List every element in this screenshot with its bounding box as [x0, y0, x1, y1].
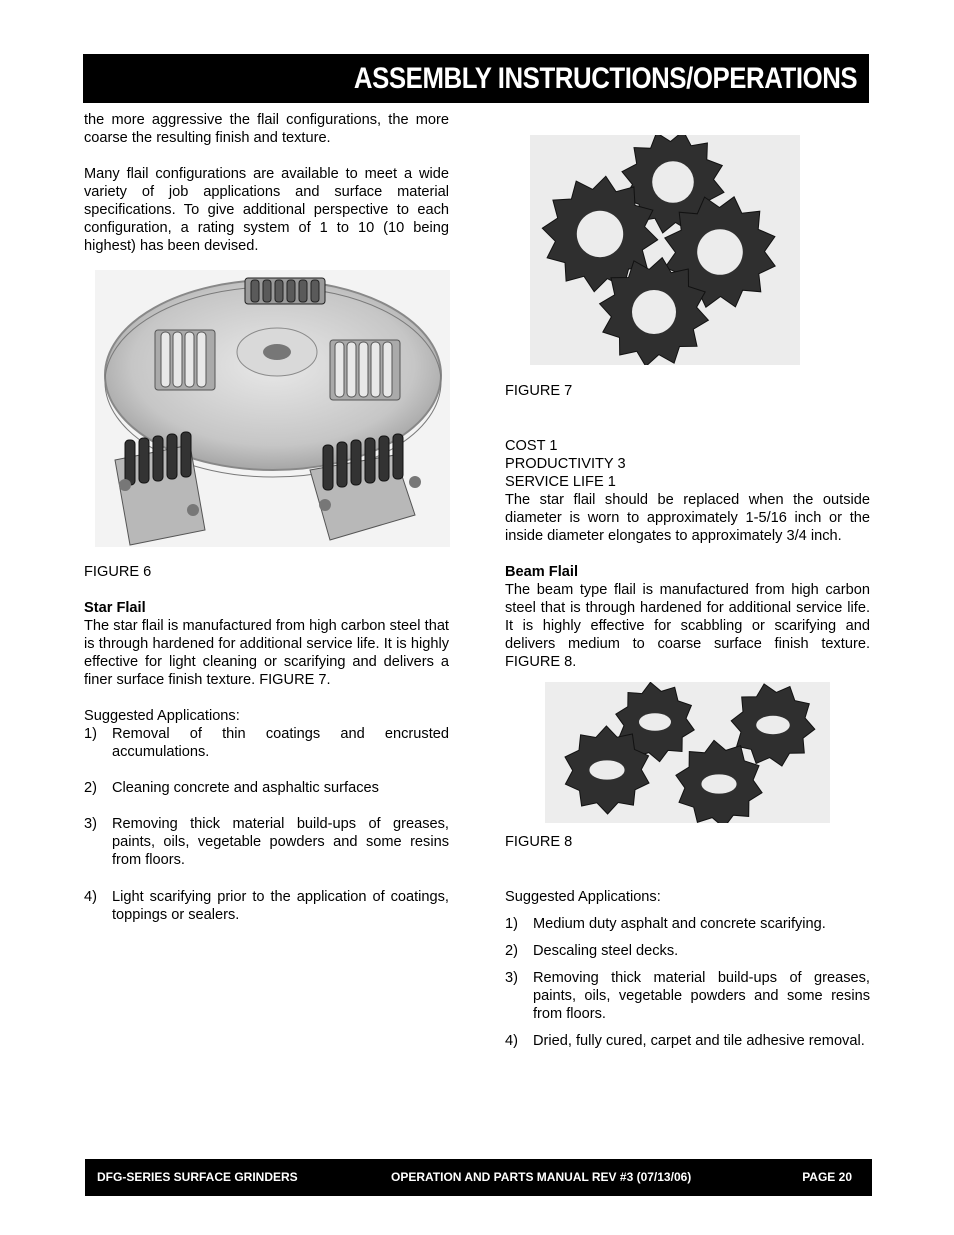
suggested-applications-label: Suggested Applications: [84, 708, 240, 724]
left-intro [84, 111, 449, 255]
figure-7-image [530, 135, 800, 365]
intro-paragraph-1: the more aggressive the flail configurations, the more coarse the resulting finish and texture. [84, 112, 449, 146]
star-flails-illustration [530, 135, 800, 365]
beam-flail-heading: Beam Flail [505, 564, 578, 580]
list-item: 2) Cleaning concrete and asphaltic surfaces [84, 780, 379, 796]
footer-page-number: PAGE 20 [802, 1170, 852, 1184]
replacement-text: The star flail should be replaced when the outside diameter is worn to approximately 1-5/16 inch or the inside diameter elongates to approximately 3/4 inch. [505, 492, 870, 544]
drum-assembly-illustration [95, 270, 450, 547]
flail-gear-shape [731, 684, 815, 766]
service-life-rating: SERVICE LIFE 1 [505, 474, 616, 490]
list-item: 1) Medium duty asphalt and concrete scarifying. [505, 916, 826, 932]
page-footer-bar [85, 1159, 872, 1196]
figure-6-image [95, 270, 450, 547]
page-title: ASSEMBLY INSTRUCTIONS/OPERATIONS [353, 62, 857, 95]
list-item: 3) Removing thick material build-ups of greases, paints, oils, vegetable powders and some resins from floors. [84, 816, 449, 868]
footer-product-name: DFG-SERIES SURFACE GRINDERS [97, 1170, 298, 1184]
suggested-applications-label: Suggested Applications: [505, 889, 661, 905]
figure-8-image [545, 682, 830, 823]
list-item: 3) Removing thick material build-ups of greases, paints, oils, vegetable powders and some resins from floors. [505, 970, 870, 1022]
flail-gear-shape [676, 740, 762, 823]
productivity-rating: PRODUCTIVITY 3 [505, 456, 626, 472]
footer-manual-title: OPERATION AND PARTS MANUAL REV #3 (07/13/06) [391, 1170, 692, 1184]
beam-applications-list [505, 915, 870, 1050]
figure-8-caption: FIGURE 8 [505, 834, 573, 850]
right-star-rating-section [505, 382, 870, 671]
left-star-flail-section [84, 563, 449, 924]
right-beam-applications-section [505, 833, 870, 1050]
star-applications-list [84, 725, 449, 924]
star-flail-text: The star flail is manufactured from high carbon steel that is through hardened for additional service life. It is highly effective for light cleaning or scarifying and delivers a finer surface finish texture. FIGURE 7. [84, 618, 449, 688]
beam-flails-illustration [545, 682, 830, 823]
cost-rating: COST 1 [505, 438, 558, 454]
page-header-bar [83, 54, 869, 103]
list-item: 4) Light scarifying prior to the application of coatings, toppings or sealers. [84, 889, 449, 923]
list-item: 4) Dried, fully cured, carpet and tile adhesive removal. [505, 1033, 865, 1049]
star-flail-heading: Star Flail [84, 600, 146, 616]
beam-flail-text: The beam type flail is manufactured from high carbon steel that is through hardened for additional service life. It is highly effective for scabbling or scarifying and delivers medium to coarse surface finish texture. FIGURE 8. [505, 582, 870, 670]
list-item: 1) Removal of thin coatings and encrusted accumulations. [84, 726, 449, 760]
list-item: 2) Descaling steel decks. [505, 943, 679, 959]
intro-paragraph-2: Many flail configurations are available to meet a wide variety of job applications and surface material specifications. To give additional perspective to each configuration, a rating system of 1 to 10 (10 being highest) has been devised. [84, 166, 449, 254]
figure-6-caption: FIGURE 6 [84, 564, 152, 580]
figure-7-caption: FIGURE 7 [505, 383, 573, 399]
